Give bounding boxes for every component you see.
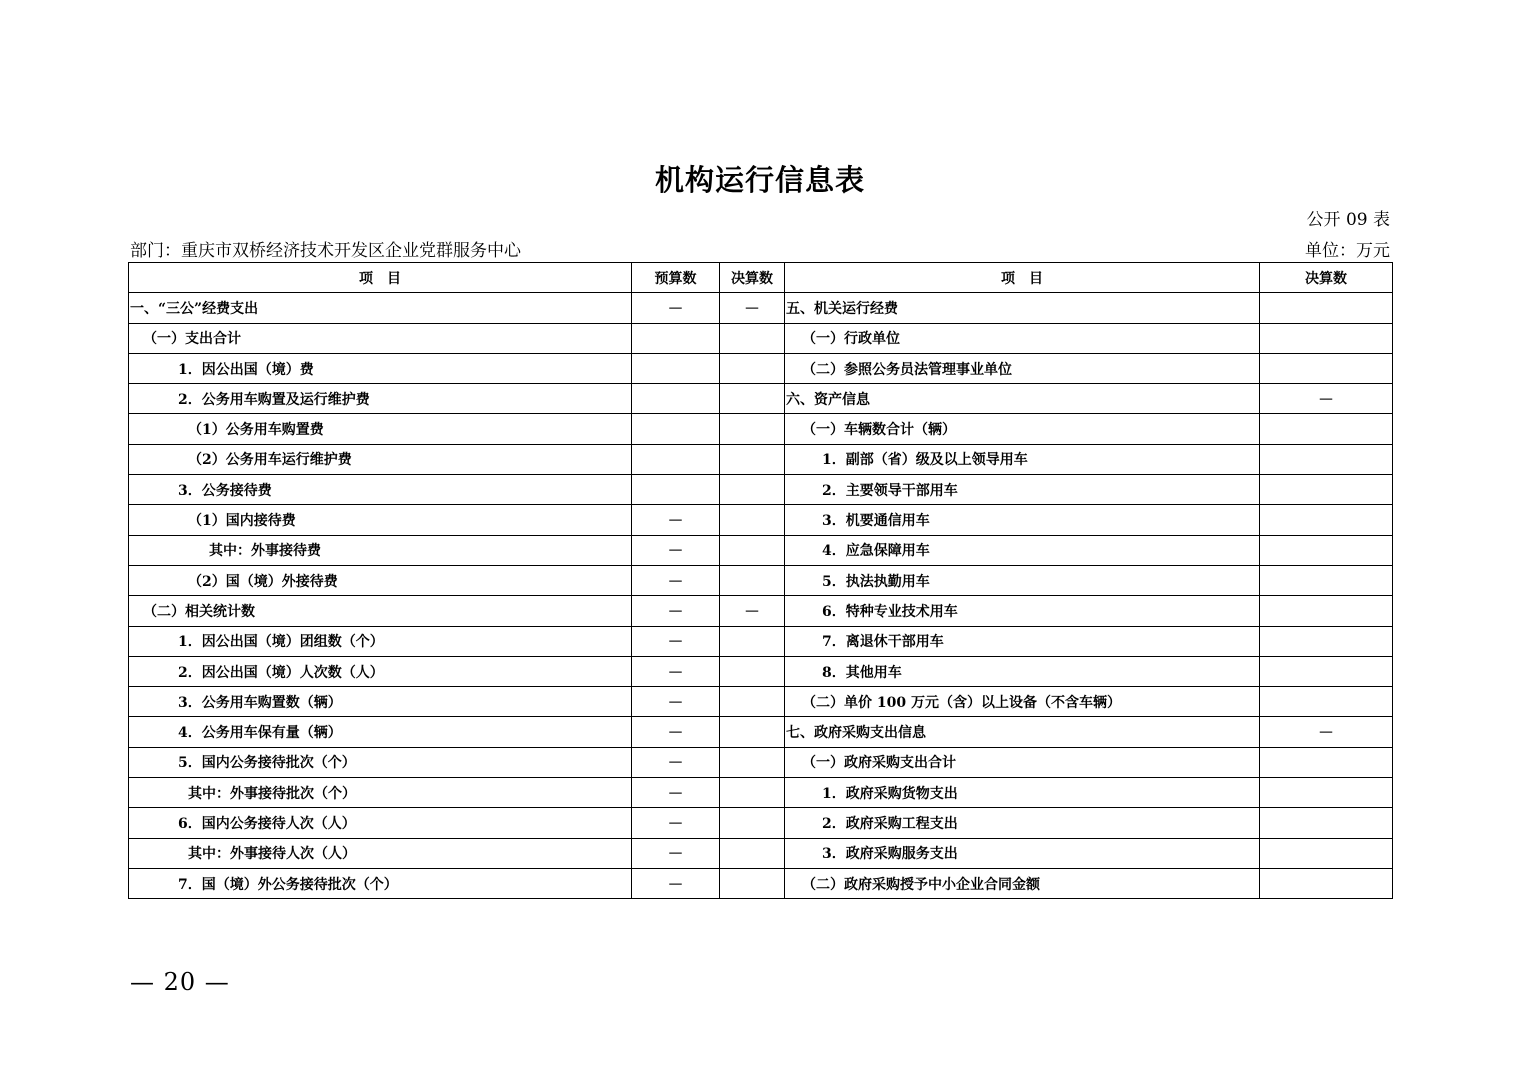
right-item-cell: （一）行政单位	[785, 323, 1260, 353]
right-item-cell: 3．政府采购服务支出	[785, 838, 1260, 868]
right-item-cell: 2．政府采购工程支出	[785, 808, 1260, 838]
budget-cell: —	[632, 656, 720, 686]
header-left-item: 项 目	[129, 263, 632, 293]
header-budget: 预算数	[632, 263, 720, 293]
left-item-cell: 其中：外事接待批次（个）	[129, 778, 632, 808]
left-item-cell: 其中：外事接待人次（人）	[129, 838, 632, 868]
right-item-cell: （二）单价 100 万元（含）以上设备（不含车辆）	[785, 687, 1260, 717]
final-cell	[720, 626, 785, 656]
final-cell	[720, 565, 785, 595]
right-final-cell	[1260, 687, 1393, 717]
table-row	[129, 868, 1393, 898]
right-final-cell	[1260, 444, 1393, 474]
table-row	[129, 444, 1393, 474]
table-row	[129, 808, 1393, 838]
left-item-cell: 7．国（境）外公务接待批次（个）	[129, 868, 632, 898]
final-cell	[720, 778, 785, 808]
budget-cell: —	[632, 626, 720, 656]
final-cell	[720, 535, 785, 565]
right-item-cell: 六、资产信息	[785, 384, 1260, 414]
right-item-cell: （一）车辆数合计（辆）	[785, 414, 1260, 444]
left-item-cell: （2）公务用车运行维护费	[129, 444, 632, 474]
table-row	[129, 717, 1393, 747]
final-cell	[720, 444, 785, 474]
left-item-cell: （一）支出合计	[129, 323, 632, 353]
table-row	[129, 293, 1393, 323]
left-item-cell: 其中：外事接待费	[129, 535, 632, 565]
left-item-cell: 1．因公出国（境）费	[129, 353, 632, 383]
right-final-cell	[1260, 626, 1393, 656]
table-code: 公开 09 表	[1306, 210, 1390, 230]
budget-cell: —	[632, 717, 720, 747]
right-item-cell: 1．政府采购货物支出	[785, 778, 1260, 808]
right-final-cell	[1260, 353, 1393, 383]
page-title: 机构运行信息表	[654, 163, 865, 197]
right-item-cell: 1．副部（省）级及以上领导用车	[785, 444, 1260, 474]
left-item-cell: （1）国内接待费	[129, 505, 632, 535]
left-item-cell: 3．公务用车购置数（辆）	[129, 687, 632, 717]
table-row	[129, 778, 1393, 808]
budget-cell: —	[632, 687, 720, 717]
table-row	[129, 838, 1393, 868]
right-final-cell	[1260, 505, 1393, 535]
budget-cell: —	[632, 808, 720, 838]
right-final-cell	[1260, 778, 1393, 808]
left-item-cell: 2．公务用车购置及运行维护费	[129, 384, 632, 414]
right-final-cell	[1260, 747, 1393, 777]
final-cell	[720, 717, 785, 747]
table-row	[129, 384, 1393, 414]
unit-label: 单位：万元	[1305, 241, 1390, 261]
right-item-cell: （二）政府采购授予中小企业合同金额	[785, 868, 1260, 898]
header-right-item: 项 目	[785, 263, 1260, 293]
left-item-cell: 2．因公出国（境）人次数（人）	[129, 656, 632, 686]
left-item-cell: 4．公务用车保有量（辆）	[129, 717, 632, 747]
budget-cell: —	[632, 778, 720, 808]
right-item-cell: 6．特种专业技术用车	[785, 596, 1260, 626]
budget-cell: —	[632, 293, 720, 323]
right-item-cell: 7．离退休干部用车	[785, 626, 1260, 656]
right-final-cell	[1260, 838, 1393, 868]
right-final-cell	[1260, 868, 1393, 898]
right-item-cell: （一）政府采购支出合计	[785, 747, 1260, 777]
final-cell	[720, 414, 785, 444]
table-row	[129, 596, 1393, 626]
institution-operation-table	[128, 262, 1393, 899]
table-row	[129, 353, 1393, 383]
right-item-cell: 5．执法执勤用车	[785, 565, 1260, 595]
budget-cell	[632, 353, 720, 383]
budget-cell: —	[632, 838, 720, 868]
final-cell	[720, 838, 785, 868]
final-cell	[720, 687, 785, 717]
budget-cell	[632, 323, 720, 353]
right-final-cell	[1260, 656, 1393, 686]
right-final-cell: —	[1260, 717, 1393, 747]
header-final: 决算数	[720, 263, 785, 293]
final-cell	[720, 384, 785, 414]
budget-cell	[632, 475, 720, 505]
table-row	[129, 687, 1393, 717]
table-row	[129, 475, 1393, 505]
table-header-row	[129, 263, 1393, 293]
right-final-cell	[1260, 565, 1393, 595]
right-final-cell	[1260, 323, 1393, 353]
right-final-cell	[1260, 475, 1393, 505]
left-item-cell: 5．国内公务接待批次（个）	[129, 747, 632, 777]
left-item-cell: 1．因公出国（境）团组数（个）	[129, 626, 632, 656]
final-cell	[720, 323, 785, 353]
table-row	[129, 414, 1393, 444]
budget-cell	[632, 444, 720, 474]
final-cell	[720, 656, 785, 686]
budget-cell	[632, 384, 720, 414]
right-final-cell	[1260, 808, 1393, 838]
left-item-cell: 3．公务接待费	[129, 475, 632, 505]
budget-cell: —	[632, 535, 720, 565]
final-cell	[720, 475, 785, 505]
table-row	[129, 656, 1393, 686]
left-item-cell: 6．国内公务接待人次（人）	[129, 808, 632, 838]
right-item-cell: 五、机关运行经费	[785, 293, 1260, 323]
right-item-cell: （二）参照公务员法管理事业单位	[785, 353, 1260, 383]
budget-cell	[632, 414, 720, 444]
right-final-cell	[1260, 596, 1393, 626]
left-item-cell: 一、“三公”经费支出	[129, 293, 632, 323]
right-final-cell	[1260, 293, 1393, 323]
table-row	[129, 505, 1393, 535]
table-row	[129, 565, 1393, 595]
budget-cell: —	[632, 565, 720, 595]
right-item-cell: 2．主要领导干部用车	[785, 475, 1260, 505]
right-final-cell: —	[1260, 384, 1393, 414]
budget-cell: —	[632, 868, 720, 898]
final-cell	[720, 353, 785, 383]
table-row	[129, 626, 1393, 656]
right-final-cell	[1260, 535, 1393, 565]
final-cell: —	[720, 596, 785, 626]
header-right-final: 决算数	[1260, 263, 1393, 293]
page-number: — 20 —	[130, 968, 230, 996]
right-final-cell	[1260, 414, 1393, 444]
budget-cell: —	[632, 596, 720, 626]
budget-cell: —	[632, 505, 720, 535]
left-item-cell: （1）公务用车购置费	[129, 414, 632, 444]
table-body	[129, 293, 1393, 899]
final-cell	[720, 808, 785, 838]
left-item-cell: （2）国（境）外接待费	[129, 565, 632, 595]
final-cell	[720, 868, 785, 898]
final-cell	[720, 505, 785, 535]
right-item-cell: 七、政府采购支出信息	[785, 717, 1260, 747]
final-cell	[720, 747, 785, 777]
budget-cell: —	[632, 747, 720, 777]
department-label: 部门：重庆市双桥经济技术开发区企业党群服务中心	[130, 241, 521, 261]
right-item-cell: 4．应急保障用车	[785, 535, 1260, 565]
table-row	[129, 323, 1393, 353]
final-cell: —	[720, 293, 785, 323]
right-item-cell: 8．其他用车	[785, 656, 1260, 686]
left-item-cell: （二）相关统计数	[129, 596, 632, 626]
right-item-cell: 3．机要通信用车	[785, 505, 1260, 535]
table-row	[129, 747, 1393, 777]
table-row	[129, 535, 1393, 565]
